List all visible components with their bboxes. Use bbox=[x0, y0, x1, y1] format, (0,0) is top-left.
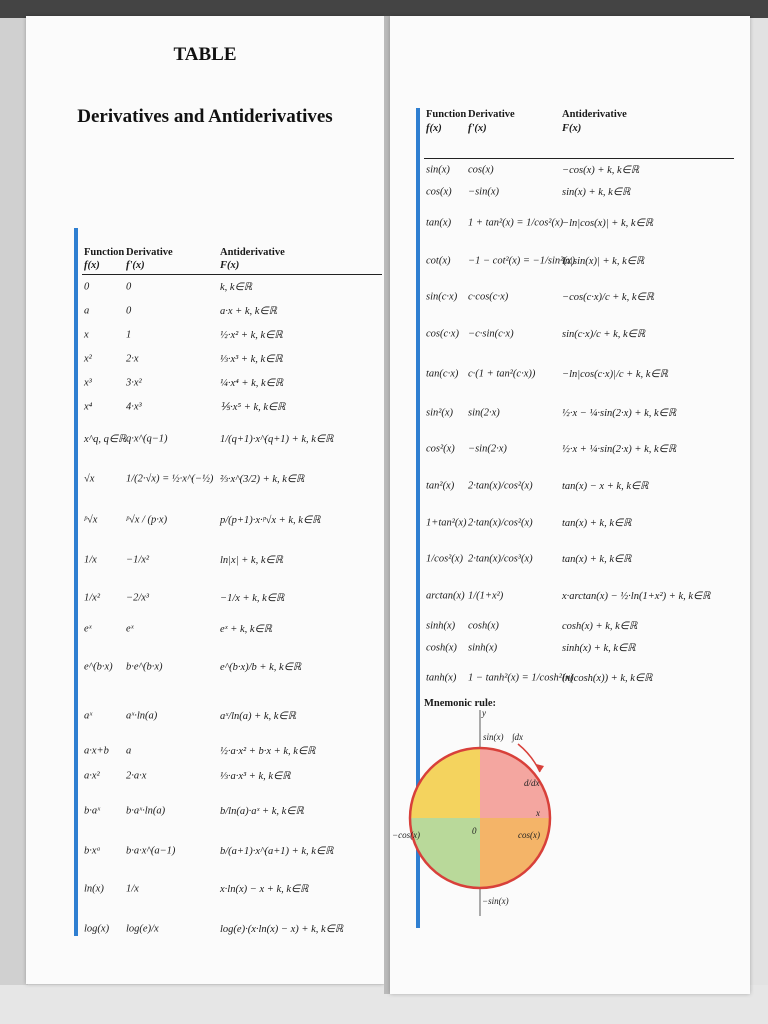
derivative-cell: −c·sin(c·x) bbox=[468, 328, 514, 340]
antiderivative-cell: tan(x) + k, k∈ℝ bbox=[562, 518, 632, 529]
antiderivative-cell: aˣ/ln(a) + k, k∈ℝ bbox=[220, 711, 296, 722]
derivative-cell: 0 bbox=[126, 305, 132, 317]
table-row bbox=[82, 909, 382, 949]
origin-label: 0 bbox=[472, 826, 477, 836]
function-cell: 1/x bbox=[84, 554, 97, 566]
left-table-body bbox=[82, 275, 382, 949]
function-cell: cos(c·x) bbox=[426, 328, 459, 340]
derivative-cell: cosh(x) bbox=[468, 620, 499, 632]
header-derivative: Derivative bbox=[126, 247, 173, 258]
label-cos: cos(x) bbox=[518, 830, 540, 840]
table-row bbox=[82, 617, 382, 641]
header-antiderivative: Antiderivative bbox=[562, 109, 627, 120]
function-cell: b·aˣ bbox=[84, 805, 101, 817]
antiderivative-cell: eˣ + k, k∈ℝ bbox=[220, 624, 272, 635]
mnemonic-title: Mnemonic rule: bbox=[424, 698, 497, 709]
antiderivative-cell: ⅔·x^(3/2) + k, k∈ℝ bbox=[220, 474, 305, 485]
antiderivative-cell: −ln|cos(c·x)|/c + k, k∈ℝ bbox=[562, 369, 668, 380]
antiderivative-cell: a·x + k, k∈ℝ bbox=[220, 306, 277, 317]
function-cell: 1/x² bbox=[84, 592, 100, 604]
table-row bbox=[82, 347, 382, 371]
derivative-cell: ᵖ√x / (p·x) bbox=[126, 514, 168, 526]
table-row bbox=[82, 833, 382, 869]
antiderivative-cell: −cos(c·x)/c + k, k∈ℝ bbox=[562, 292, 654, 303]
function-cell: eˣ bbox=[84, 623, 92, 635]
antiderivative-cell: b/(a+1)·x^(a+1) + k, k∈ℝ bbox=[220, 846, 334, 857]
antiderivative-cell: tan(x) + k, k∈ℝ bbox=[562, 554, 632, 565]
header-function-sub: f(x) bbox=[426, 123, 442, 134]
function-cell: cos(x) bbox=[426, 186, 452, 198]
antiderivative-cell: ⅓·x³ + k, k∈ℝ bbox=[220, 354, 283, 365]
table-row bbox=[82, 299, 382, 323]
derivative-cell: 2·tan(x)/cos³(x) bbox=[468, 553, 533, 565]
table-row bbox=[82, 499, 382, 541]
antiderivative-cell: p/(p+1)·x·ᵖ√x + k, k∈ℝ bbox=[220, 515, 321, 526]
function-cell: tan(c·x) bbox=[426, 368, 459, 380]
antiderivative-cell: ln(cosh(x)) + k, k∈ℝ bbox=[562, 673, 653, 684]
function-cell: sinh(x) bbox=[426, 620, 456, 632]
table-row bbox=[82, 693, 382, 739]
header-function: Function bbox=[426, 109, 467, 120]
function-cell: ᵖ√x bbox=[84, 514, 98, 526]
table-row bbox=[82, 869, 382, 909]
table-row bbox=[82, 275, 382, 299]
table-row bbox=[82, 323, 382, 347]
derivative-cell: 2·tan(x)/cos²(x) bbox=[468, 517, 533, 529]
antiderivative-cell: −1/x + k, k∈ℝ bbox=[220, 593, 285, 604]
function-cell: x bbox=[84, 329, 89, 341]
table-row bbox=[82, 371, 382, 395]
function-cell: x^q, q∈ℝ bbox=[84, 434, 127, 445]
antiderivative-cell: ¼·x⁴ + k, k∈ℝ bbox=[220, 378, 284, 389]
function-cell: tanh(x) bbox=[426, 672, 457, 684]
antiderivative-cell: cosh(x) + k, k∈ℝ bbox=[562, 621, 638, 632]
derivative-cell: b·e^(b·x) bbox=[126, 661, 163, 673]
function-cell: sin²(x) bbox=[426, 407, 454, 419]
table-row bbox=[82, 395, 382, 419]
derivative-cell: 2·x bbox=[126, 353, 139, 365]
function-cell: ln(x) bbox=[84, 883, 104, 895]
derivative-cell: eˣ bbox=[126, 623, 134, 635]
derivative-cell: log(e)/x bbox=[126, 923, 159, 935]
antiderivative-cell: −cos(x) + k, k∈ℝ bbox=[562, 165, 640, 176]
page-subtitle: Derivatives and Antiderivatives bbox=[77, 106, 333, 127]
derivative-cell: 1 + tan²(x) = 1/cos²(x) bbox=[468, 217, 564, 229]
antiderivative-cell: sin(c·x)/c + k, k∈ℝ bbox=[562, 329, 646, 340]
function-cell: cos²(x) bbox=[426, 443, 455, 455]
function-cell: a·x² bbox=[84, 770, 100, 782]
left-derivatives-table bbox=[82, 230, 382, 949]
function-cell: cot(x) bbox=[426, 255, 451, 267]
antiderivative-cell: −ln|cos(x)| + k, k∈ℝ bbox=[562, 218, 654, 229]
function-cell: 1+tan²(x) bbox=[426, 517, 467, 529]
page-title: TABLE bbox=[173, 44, 237, 65]
label-neg-cos: −cos(x) bbox=[392, 830, 421, 840]
function-cell: a bbox=[84, 305, 90, 317]
function-cell: x² bbox=[84, 353, 92, 365]
table-row bbox=[82, 789, 382, 833]
antiderivative-cell: sinh(x) + k, k∈ℝ bbox=[562, 643, 636, 654]
derivative-cell: 1/(1+x²) bbox=[468, 590, 504, 602]
function-cell: sin(x) bbox=[426, 164, 450, 176]
derivative-cell: 4·x³ bbox=[126, 401, 142, 413]
scan-left-margin bbox=[0, 18, 28, 1024]
function-cell: x³ bbox=[84, 377, 92, 389]
integral-label: ∫dx bbox=[512, 732, 523, 742]
derivative-cell: 1 − tanh²(x) = 1/cosh²(x) bbox=[468, 672, 574, 684]
derivative-cell: cos(x) bbox=[468, 164, 494, 176]
antiderivative-cell: log(e)·(x·ln(x) − x) + k, k∈ℝ bbox=[220, 924, 344, 935]
function-cell: sin(c·x) bbox=[426, 291, 458, 303]
label-sin: sin(x) bbox=[483, 732, 504, 742]
derivative-cell: aˣ·ln(a) bbox=[126, 710, 158, 722]
header-derivative-sub: f'(x) bbox=[468, 123, 487, 134]
header-derivative: Derivative bbox=[468, 109, 515, 120]
table-row bbox=[82, 641, 382, 693]
derivative-cell: sin(2·x) bbox=[468, 407, 500, 419]
antiderivative-cell: ½·x − ¼·sin(2·x) + k, k∈ℝ bbox=[562, 408, 677, 419]
derivative-cell: −1/x² bbox=[126, 554, 150, 566]
derivative-cell: 1/(2·√x) = ½·x^(−½) bbox=[126, 473, 214, 485]
antiderivative-cell: b/ln(a)·aˣ + k, k∈ℝ bbox=[220, 806, 304, 817]
antiderivative-cell: sin(x) + k, k∈ℝ bbox=[562, 187, 631, 198]
derivative-cell: 3·x² bbox=[126, 377, 142, 389]
function-cell: 1/cos²(x) bbox=[426, 553, 463, 565]
header-function-sub: f(x) bbox=[84, 260, 100, 271]
antiderivative-cell: k, k∈ℝ bbox=[220, 282, 253, 293]
antiderivative-cell: tan(x) − x + k, k∈ℝ bbox=[562, 481, 649, 492]
derivative-cell: 2·tan(x)/cos²(x) bbox=[468, 480, 533, 492]
function-cell: a·x+b bbox=[84, 745, 109, 757]
derivative-cell: c·cos(c·x) bbox=[468, 291, 509, 303]
function-cell: tan²(x) bbox=[426, 480, 455, 492]
table-header bbox=[82, 230, 382, 275]
antiderivative-cell: ½·x² + k, k∈ℝ bbox=[220, 330, 283, 341]
derivative-label: d/dx bbox=[524, 778, 540, 788]
function-cell: x⁴ bbox=[84, 401, 93, 413]
mnemonic-diagram bbox=[390, 16, 750, 994]
function-cell: e^(b·x) bbox=[84, 661, 113, 673]
header-derivative-sub: f'(x) bbox=[126, 260, 145, 271]
antiderivative-cell: ln|sin(x)| + k, k∈ℝ bbox=[562, 256, 645, 267]
right-page bbox=[390, 16, 750, 994]
function-cell: 0 bbox=[84, 281, 90, 293]
derivative-cell: 0 bbox=[126, 281, 132, 293]
function-cell: cosh(x) bbox=[426, 642, 457, 654]
derivative-cell: −2/x³ bbox=[126, 592, 150, 604]
derivative-cell: 1/x bbox=[126, 883, 139, 895]
table-row bbox=[82, 763, 382, 789]
derivative-cell: a bbox=[126, 745, 132, 757]
y-axis-label: y bbox=[482, 708, 486, 718]
antiderivative-cell: 1/(q+1)·x^(q+1) + k, k∈ℝ bbox=[220, 434, 334, 445]
header-antiderivative: Antiderivative bbox=[220, 247, 285, 258]
antiderivative-cell: x·arctan(x) − ½·ln(1+x²) + k, k∈ℝ bbox=[562, 591, 711, 602]
derivative-cell: 2·a·x bbox=[126, 770, 147, 782]
table-row bbox=[82, 419, 382, 459]
header-antiderivative-sub: F(x) bbox=[220, 260, 240, 271]
function-cell: tan(x) bbox=[426, 217, 452, 229]
function-cell: √x bbox=[84, 473, 95, 485]
antiderivative-cell: e^(b·x)/b + k, k∈ℝ bbox=[220, 662, 302, 673]
function-cell: aˣ bbox=[84, 710, 93, 722]
label-neg-sin: −sin(x) bbox=[482, 896, 509, 906]
derivative-cell: −sin(2·x) bbox=[468, 443, 507, 455]
derivative-cell: −sin(x) bbox=[468, 186, 499, 198]
function-cell: log(x) bbox=[84, 923, 110, 935]
left-page bbox=[26, 16, 384, 984]
x-axis-label: x bbox=[536, 808, 540, 818]
table-row bbox=[82, 579, 382, 617]
table-row bbox=[82, 541, 382, 579]
derivative-cell: b·aˣ·ln(a) bbox=[126, 805, 166, 817]
derivative-cell: q·x^(q−1) bbox=[126, 433, 168, 445]
antiderivative-cell: ⅓·a·x³ + k, k∈ℝ bbox=[220, 771, 291, 782]
left-accent-bar bbox=[74, 228, 78, 936]
derivative-cell: 1 bbox=[126, 329, 132, 341]
header-antiderivative-sub: F(x) bbox=[562, 123, 582, 134]
table-row bbox=[82, 739, 382, 763]
antiderivative-cell: ½·x + ¼·sin(2·x) + k, k∈ℝ bbox=[562, 444, 677, 455]
antiderivative-cell: ln|x| + k, k∈ℝ bbox=[220, 555, 283, 566]
derivative-cell: b·a·x^(a−1) bbox=[126, 845, 176, 857]
antiderivative-cell: x·ln(x) − x + k, k∈ℝ bbox=[220, 884, 309, 895]
antiderivative-cell: ½·a·x² + b·x + k, k∈ℝ bbox=[220, 746, 316, 757]
derivative-cell: −1 − cot²(x) = −1/sin²(x) bbox=[468, 255, 575, 267]
function-cell: arctan(x) bbox=[426, 590, 465, 602]
function-cell: b·xᵃ bbox=[84, 845, 101, 857]
derivative-cell: sinh(x) bbox=[468, 642, 498, 654]
table-row bbox=[82, 459, 382, 499]
derivative-cell: c·(1 + tan²(c·x)) bbox=[468, 368, 536, 380]
header-function: Function bbox=[84, 247, 125, 258]
antiderivative-cell: ⅕·x⁵ + k, k∈ℝ bbox=[220, 402, 286, 413]
